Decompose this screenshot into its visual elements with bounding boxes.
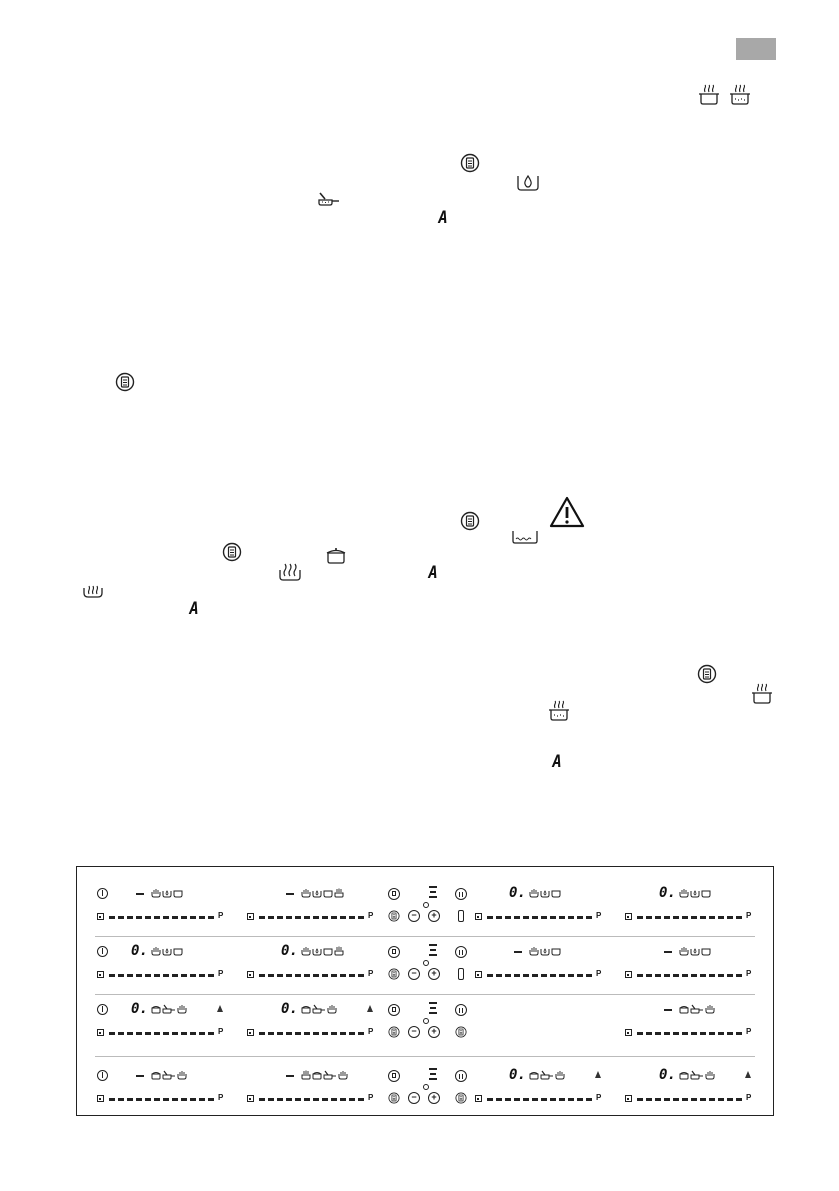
boost-arrow-icon <box>595 1071 601 1078</box>
display-letter-a: A <box>552 752 562 772</box>
pause-button-icon[interactable] <box>455 888 467 900</box>
zone-select-square[interactable] <box>247 1029 254 1036</box>
slider-end-label: P <box>368 969 374 978</box>
function-miniSteam-icon <box>338 1070 348 1080</box>
frying-pan-icon <box>316 191 340 207</box>
slider-end-label: P <box>368 1093 374 1102</box>
power-slider[interactable] <box>259 916 364 919</box>
slider-end-label: P <box>218 1093 224 1102</box>
simmer-pot-icon <box>548 700 570 722</box>
slider-end-label: P <box>596 969 602 978</box>
slider-end-label: P <box>218 1027 224 1036</box>
zone-select-square[interactable] <box>625 1029 632 1036</box>
power-slider[interactable] <box>637 974 742 977</box>
timer-display-icon <box>429 1002 437 1016</box>
power-slider[interactable] <box>487 1098 592 1101</box>
power-button-icon[interactable] <box>97 946 108 957</box>
zone-select-square[interactable] <box>475 971 482 978</box>
function-miniSteam-icon <box>177 1070 187 1080</box>
zone-digit-display: 0. <box>281 943 298 959</box>
slider-end-label: P <box>368 1027 374 1036</box>
zone-digit-display: 0. <box>281 1001 298 1017</box>
function-miniSteam-icon <box>529 888 539 898</box>
plus-button-icon[interactable]: + <box>428 1026 440 1038</box>
zone-digit-display: 0. <box>659 885 676 901</box>
function-miniSteam-icon <box>151 888 161 898</box>
slider-end-label: P <box>596 1093 602 1102</box>
zone-select-square[interactable] <box>247 1095 254 1102</box>
timer-clock-icon <box>423 960 429 966</box>
function-miniSteam-icon <box>327 1004 337 1014</box>
menu-button-icon <box>388 1026 400 1038</box>
slider-end-label: P <box>218 969 224 978</box>
lock-button-icon[interactable] <box>388 946 400 958</box>
zone-select-square[interactable] <box>625 971 632 978</box>
zone-dash-display <box>286 1075 294 1077</box>
function-miniBowl-icon <box>173 946 183 956</box>
panel-variant-row <box>77 1059 775 1117</box>
function-miniMelt-icon <box>162 946 172 956</box>
slider-end-label: P <box>746 1027 752 1036</box>
hob-control-panel-variants <box>76 866 774 1116</box>
function-miniPot-icon <box>151 1004 161 1014</box>
simmer-pot-icon <box>729 84 751 106</box>
minus-button-icon[interactable]: − <box>408 1092 420 1104</box>
function-miniPan-icon <box>323 1070 337 1080</box>
power-slider[interactable] <box>637 916 742 919</box>
keep-warm-icon <box>511 529 539 545</box>
timer-display-icon <box>429 886 437 900</box>
function-miniSteam-icon <box>555 1070 565 1080</box>
zone-select-square[interactable] <box>97 1095 104 1102</box>
function-miniSteam-icon <box>529 946 539 956</box>
zone-digit-display: 0. <box>659 1067 676 1083</box>
zone-digit-display: 0. <box>509 885 526 901</box>
timer-clock-icon <box>423 1084 429 1090</box>
function-miniMelt-icon <box>690 888 700 898</box>
pause-button-icon[interactable] <box>455 946 467 958</box>
steam-pot-icon <box>698 84 720 106</box>
bridge-button-icon[interactable] <box>458 910 464 922</box>
power-slider[interactable] <box>109 1032 214 1035</box>
function-miniSteam-icon <box>301 946 311 956</box>
zone-digit-display: 0. <box>131 943 148 959</box>
function-miniMelt-icon <box>540 888 550 898</box>
slider-end-label: P <box>746 1093 752 1102</box>
zone-dash-display <box>664 951 672 953</box>
menu-button-icon <box>388 910 400 922</box>
zone-select-square[interactable] <box>247 913 254 920</box>
function-miniMelt-icon <box>162 888 172 898</box>
panel-variant-row <box>77 877 775 935</box>
function-miniSteam-icon <box>177 1004 187 1014</box>
zone-dash-display <box>664 1009 672 1011</box>
power-slider[interactable] <box>487 916 592 919</box>
steam-pot-icon <box>751 683 773 705</box>
slider-end-label: P <box>746 969 752 978</box>
bowl-steam-icon <box>82 585 104 599</box>
function-miniMelt-icon <box>540 946 550 956</box>
menu-button-icon <box>455 1092 467 1104</box>
slider-end-label: P <box>596 911 602 920</box>
function-miniBowl-icon <box>701 888 711 898</box>
minus-button-icon[interactable]: − <box>408 968 420 980</box>
zone-dash-display <box>286 893 294 895</box>
plus-button-icon[interactable]: + <box>428 910 440 922</box>
function-miniPotSteam-icon <box>334 888 344 898</box>
zone-dash-display <box>136 1075 144 1077</box>
function-miniPan-icon <box>690 1070 704 1080</box>
menu-button-icon <box>388 1092 400 1104</box>
function-miniSteam-icon <box>679 946 689 956</box>
function-miniBowl-icon <box>551 888 561 898</box>
menu-button-icon <box>115 372 135 392</box>
function-miniPan-icon <box>162 1070 176 1080</box>
function-miniSteam-icon <box>301 888 311 898</box>
timer-display-icon <box>429 944 437 958</box>
menu-button-icon <box>388 968 400 980</box>
menu-button-icon <box>455 1026 467 1038</box>
function-miniMelt-icon <box>690 946 700 956</box>
zone-dash-display <box>136 893 144 895</box>
timer-clock-icon <box>423 902 429 908</box>
zone-select-square[interactable] <box>625 1095 632 1102</box>
function-miniMelt-icon <box>312 946 322 956</box>
function-miniPot-icon <box>301 1004 311 1014</box>
pause-button-icon[interactable] <box>455 1070 467 1082</box>
zone-select-square[interactable] <box>475 913 482 920</box>
power-slider[interactable] <box>109 974 214 977</box>
heat-waves-icon <box>278 562 302 582</box>
function-miniPan-icon <box>540 1070 554 1080</box>
menu-button-icon <box>222 542 242 562</box>
power-button-icon[interactable] <box>97 1004 108 1015</box>
bridge-button-icon[interactable] <box>458 968 464 980</box>
zone-select-square[interactable] <box>97 971 104 978</box>
function-miniPot-icon <box>679 1070 689 1080</box>
function-miniBowl-icon <box>551 946 561 956</box>
zone-select-square[interactable] <box>97 913 104 920</box>
function-miniPan-icon <box>312 1004 326 1014</box>
lock-button-icon[interactable] <box>388 1070 400 1082</box>
function-miniBowl-icon <box>701 946 711 956</box>
power-slider[interactable] <box>637 1098 742 1101</box>
function-miniPan-icon <box>690 1004 704 1014</box>
function-miniPotSteam-icon <box>334 946 344 956</box>
function-miniPotSteam-icon <box>301 1070 311 1080</box>
slider-end-label: P <box>368 911 374 920</box>
display-letter-a: A <box>189 599 199 619</box>
function-miniPot-icon <box>312 1070 322 1080</box>
plus-button-icon[interactable]: + <box>428 1092 440 1104</box>
function-miniPan-icon <box>162 1004 176 1014</box>
timer-display-icon <box>429 1068 437 1082</box>
boost-arrow-icon <box>745 1071 751 1078</box>
panel-variant-row <box>77 935 775 993</box>
power-slider[interactable] <box>109 916 214 919</box>
zone-select-square[interactable] <box>247 971 254 978</box>
melt-drop-icon <box>516 172 540 192</box>
power-slider[interactable] <box>259 974 364 977</box>
function-miniBowl-icon <box>323 888 333 898</box>
function-miniSteam-icon <box>679 888 689 898</box>
function-miniSteam-icon <box>151 946 161 956</box>
function-miniMelt-icon <box>312 888 322 898</box>
zone-select-square[interactable] <box>625 913 632 920</box>
power-slider[interactable] <box>259 1032 364 1035</box>
display-letter-a: A <box>428 563 438 583</box>
timer-clock-icon <box>423 1018 429 1024</box>
menu-button-icon <box>460 511 480 531</box>
display-letter-a: A <box>438 208 448 228</box>
row-divider <box>95 1056 755 1057</box>
function-miniSteam-icon <box>705 1070 715 1080</box>
power-button-icon[interactable] <box>97 1070 108 1081</box>
power-slider[interactable] <box>487 974 592 977</box>
power-slider[interactable] <box>637 1032 742 1035</box>
zone-select-square[interactable] <box>97 1029 104 1036</box>
minus-button-icon[interactable]: − <box>408 1026 420 1038</box>
zone-digit-display: 0. <box>509 1067 526 1083</box>
warning-triangle-icon <box>549 496 585 528</box>
function-miniBowl-icon <box>173 888 183 898</box>
slider-end-label: P <box>218 911 224 920</box>
function-miniPot-icon <box>151 1070 161 1080</box>
language-tab <box>736 38 776 60</box>
zone-digit-display: 0. <box>131 1001 148 1017</box>
lock-button-icon[interactable] <box>388 888 400 900</box>
function-miniPot-icon <box>679 1004 689 1014</box>
pause-button-icon[interactable] <box>455 1004 467 1016</box>
boost-arrow-icon <box>217 1005 223 1012</box>
menu-button-icon <box>460 153 480 173</box>
menu-button-icon <box>697 664 717 684</box>
power-slider[interactable] <box>259 1098 364 1101</box>
cooking-pot-icon <box>324 545 348 565</box>
function-miniSteam-icon <box>705 1004 715 1014</box>
lock-button-icon[interactable] <box>388 1004 400 1016</box>
zone-dash-display <box>514 951 522 953</box>
panel-variant-row <box>77 993 775 1051</box>
zone-select-square[interactable] <box>475 1095 482 1102</box>
function-miniPot-icon <box>529 1070 539 1080</box>
minus-button-icon[interactable]: − <box>408 910 420 922</box>
slider-end-label: P <box>746 911 752 920</box>
plus-button-icon[interactable]: + <box>428 968 440 980</box>
boost-arrow-icon <box>367 1005 373 1012</box>
power-slider[interactable] <box>109 1098 214 1101</box>
power-button-icon[interactable] <box>97 888 108 899</box>
function-miniBowl-icon <box>323 946 333 956</box>
